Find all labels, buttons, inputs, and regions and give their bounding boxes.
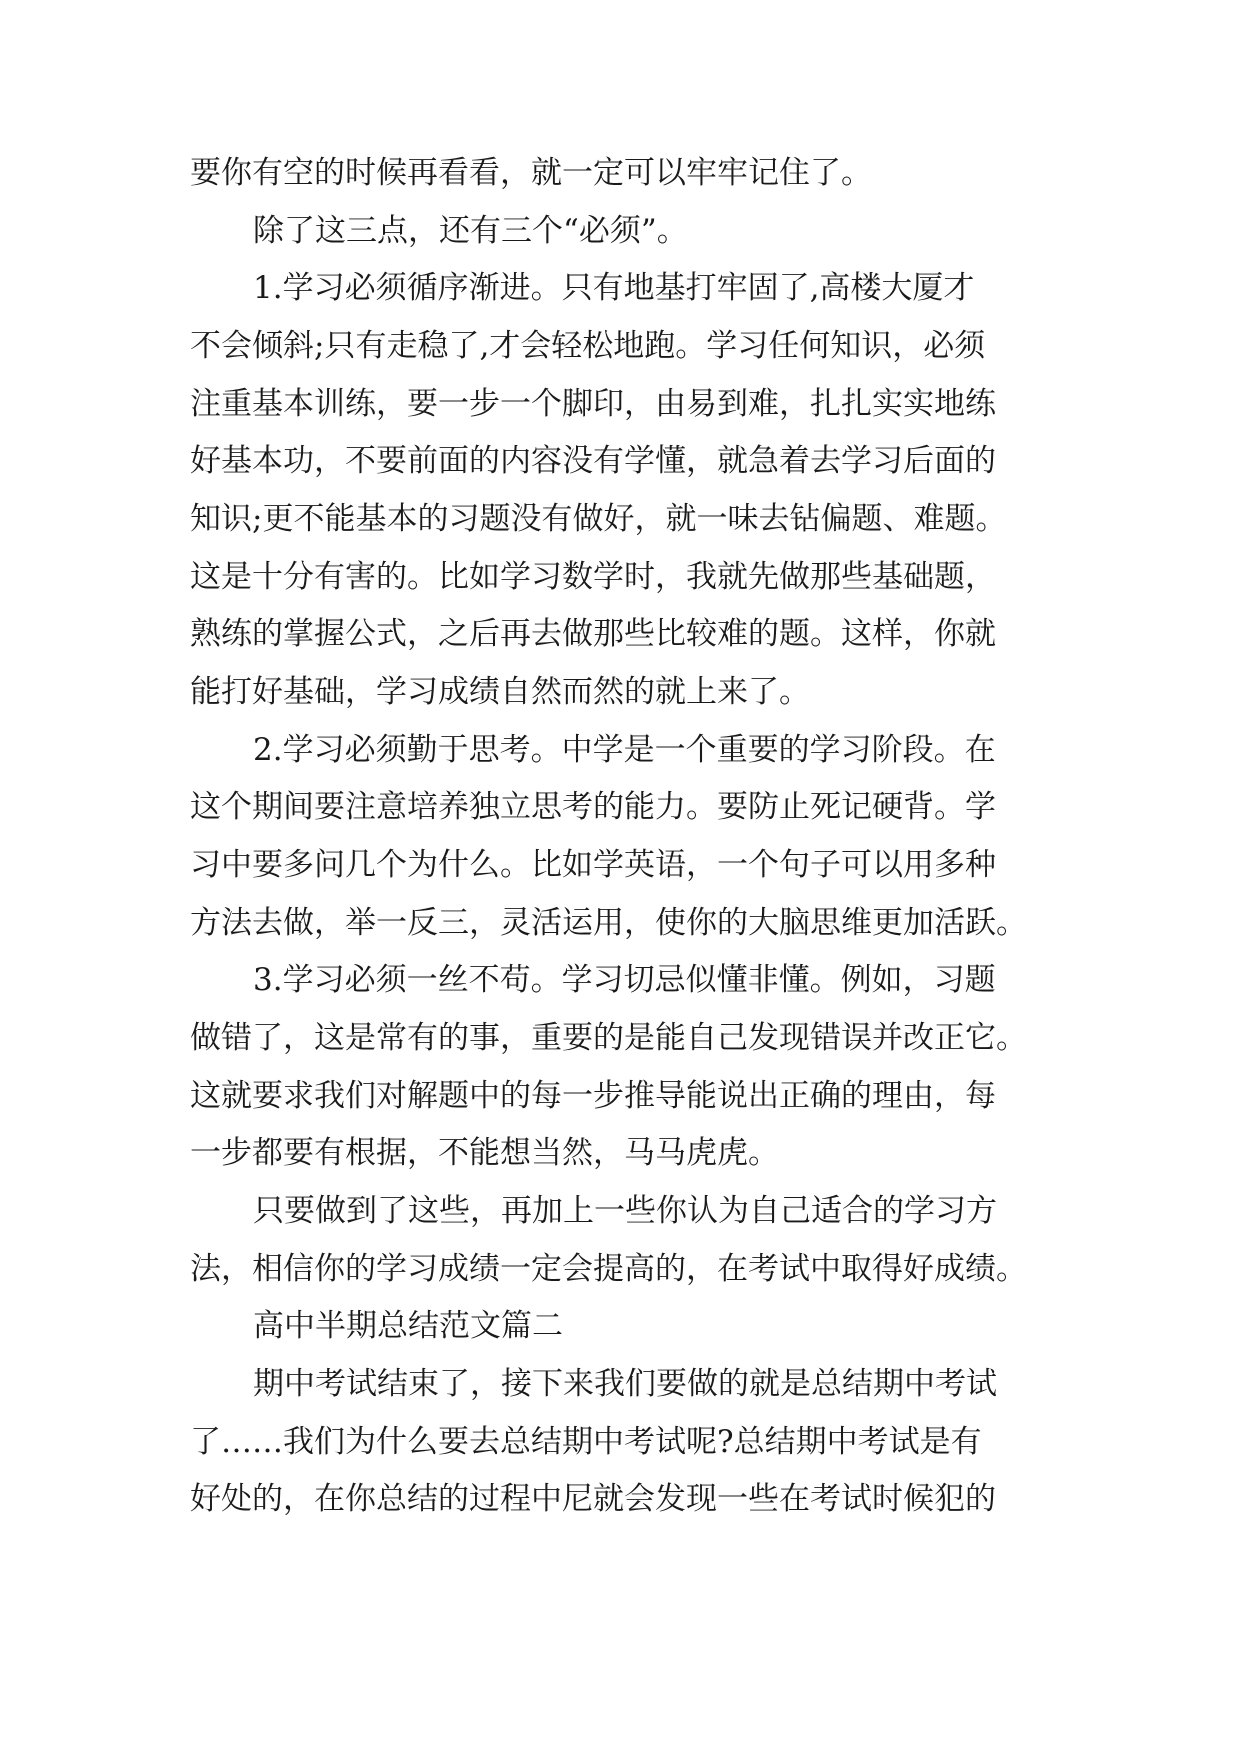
text-line: 做错了，这是常有的事，重要的是能自己发现错误并改正它。 [190,1020,1027,1056]
text-line: 好基本功，不要前面的内容没有学懂，就急着去学习后面的 [190,443,996,479]
text-line: 能打好基础，学习成绩自然而然的就上来了。 [190,674,810,710]
text-line: 除了这三点，还有三个“必须”。 [253,213,688,249]
text-line: 期中考试结束了，接下来我们要做的就是总结期中考试 [253,1366,997,1402]
text-line: 3.学习必须一丝不苟。学习切忌似懂非懂。例如，习题 [253,962,996,998]
text-line: 知识;更不能基本的习题没有做好，就一味去钻偏题、难题。 [190,501,1007,537]
text-line: 习中要多问几个为什么。比如学英语，一个句子可以用多种 [190,847,996,883]
section-heading: 高中半期总结范文篇二 [253,1308,563,1344]
text-line: 好处的，在你总结的过程中尼就会发现一些在考试时候犯的 [190,1481,996,1517]
text-line: 注重基本训练，要一步一个脚印，由易到难，扎扎实实地练 [190,386,996,422]
text-line: 熟练的掌握公式，之后再去做那些比较难的题。这样，你就 [190,616,996,652]
text-line: 只要做到了这些，再加上一些你认为自己适合的学习方 [253,1193,997,1229]
text-line: 方法去做，举一反三，灵活运用，使你的大脑思维更加活跃。 [190,905,1027,941]
text-line: 不会倾斜;只有走稳了,才会轻松地跑。学习任何知识，必须 [190,328,986,364]
text-line: 要你有空的时候再看看，就一定可以牢牢记住了。 [190,155,872,191]
text-line: 法，相信你的学习成绩一定会提高的，在考试中取得好成绩。 [190,1251,1027,1287]
text-line: 这个期间要注意培养独立思考的能力。要防止死记硬背。学 [190,789,996,825]
text-line: 一步都要有根据，不能想当然，马马虎虎。 [190,1135,779,1171]
text-line: 这就要求我们对解题中的每一步推导能说出正确的理由，每 [190,1078,996,1114]
text-line: 这是十分有害的。比如学习数学时，我就先做那些基础题， [190,559,996,595]
text-line: 2.学习必须勤于思考。中学是一个重要的学习阶段。在 [253,732,996,768]
text-line: 1.学习必须循序渐进。只有地基打牢固了,高楼大厦才 [253,270,975,306]
text-line: 了……我们为什么要去总结期中考试呢?总结期中考试是有 [190,1424,982,1460]
